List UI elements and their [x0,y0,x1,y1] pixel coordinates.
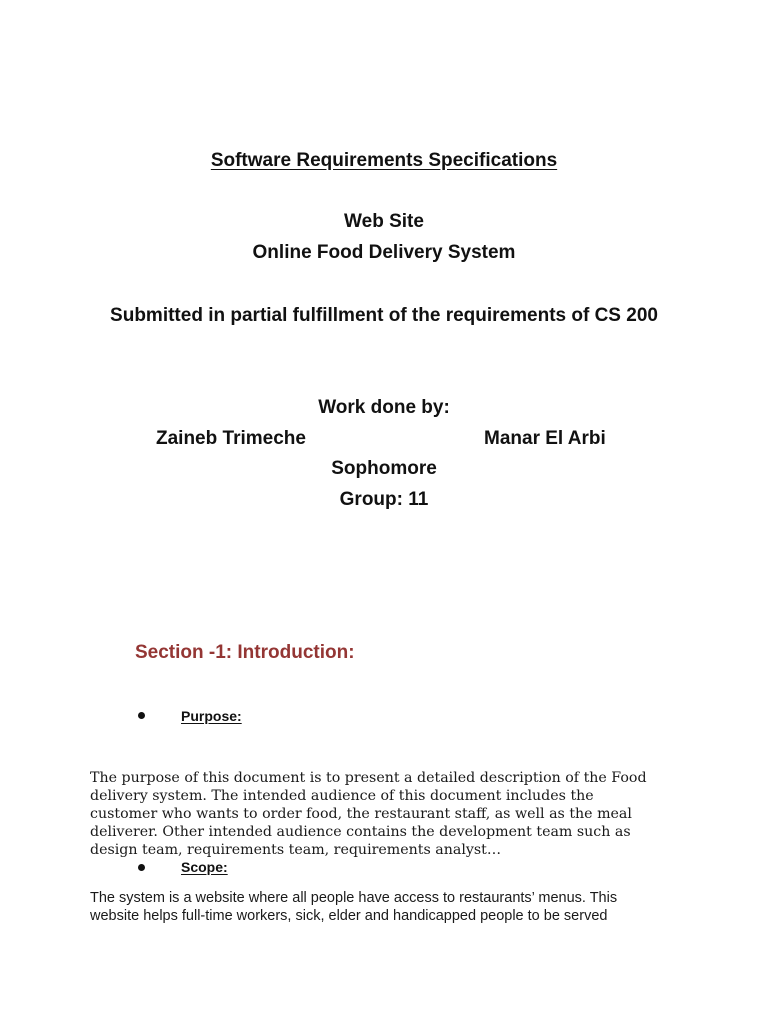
bullet-icon [138,712,145,719]
purpose-line: design team, requirements team, requirements analyst… [90,842,502,858]
purpose-line: deliverer. Other intended audience contains the development team such as [90,824,631,840]
purpose-paragraph [90,769,680,859]
purpose-label: Purpose: [181,708,242,724]
submission-note: Submitted in partial fulfillment of the requirements of CS 200 [110,305,658,326]
purpose-line: delivery system. The intended audience of this document includes the [90,788,594,804]
scope-label: Scope: [181,859,228,875]
scope-line: The system is a website where all people have access to restaurants’ menus. This [90,890,618,906]
purpose-line: customer who wants to order food, the restaurant staff, as well as the meal [90,806,632,822]
purpose-line: The purpose of this document is to present a detailed description of the Food [90,770,647,786]
year-level: Sophomore [331,458,437,479]
document-subtitle-web-site: Web Site [344,211,424,232]
document-subtitle-system-name: Online Food Delivery System [252,242,516,263]
author-2: Manar El Arbi [484,428,606,449]
work-done-by-label: Work done by: [318,397,450,418]
scope-paragraph [90,889,690,925]
document-title: Software Requirements Specifications [210,150,558,171]
bullet-icon [138,864,145,871]
scope-line: website helps full-time workers, sick, elder and handicapped people to be served [90,908,608,924]
section-1-heading: Section -1: Introduction: [135,642,355,663]
group-number: Group: 11 [339,489,429,510]
author-1: Zaineb Trimeche [156,428,306,449]
